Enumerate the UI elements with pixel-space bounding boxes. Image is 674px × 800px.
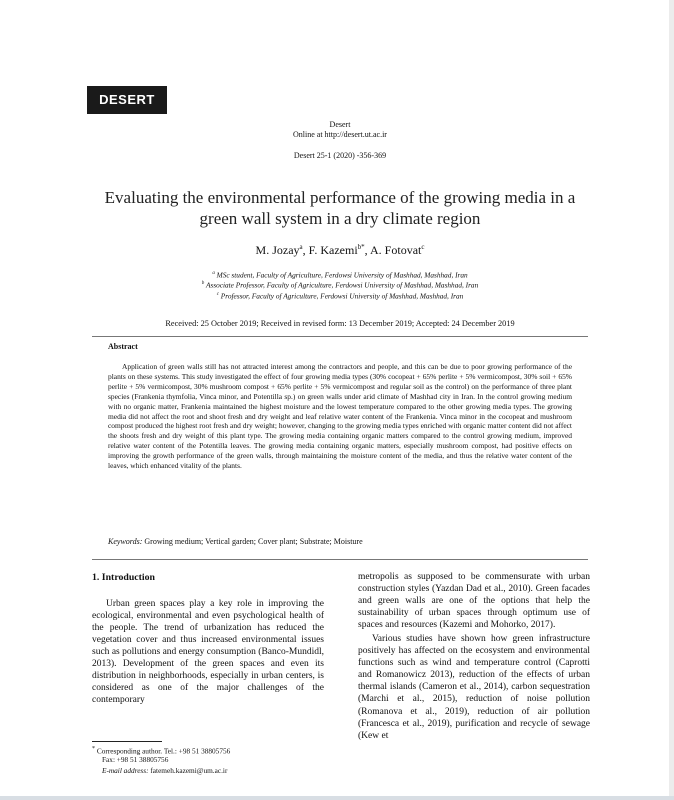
author-separator: , [302, 243, 309, 257]
article-title: Evaluating the environmental performance of the growing media in a green wall system in a dry climate region [104, 188, 576, 228]
received-dates: Received: 25 October 2019; Received in revised form: 13 December 2019; Accepted: 24 December 2019 [165, 319, 515, 328]
journal-issue: Desert 25-1 (2020) -356-369 [293, 151, 387, 160]
author-name: A. Fotovat [370, 243, 422, 257]
journal-name: Desert [329, 120, 351, 129]
footnote-corresponding: * Corresponding author. Tel.: +98 51 38805756 [92, 746, 231, 756]
affiliation-superscript: a [212, 271, 215, 276]
author-list [150, 240, 530, 257]
affiliation-a [120, 269, 560, 279]
journal-online-url[interactable]: Online at http://desert.ut.ac.ir [293, 130, 387, 139]
footnote-email-address[interactable]: fatemeh.kazemi@um.ac.ir [148, 766, 228, 775]
author-superscript: b* [357, 243, 365, 251]
journal-logo-badge: DESERT [87, 86, 167, 114]
keywords-line [108, 537, 572, 547]
affiliation-text: MSc student, Faculty of Agriculture, Ferdowsi University of Mashhad, Mashhad, Iran [214, 270, 468, 280]
footnote-fax: Fax: +98 51 38805756 [102, 755, 169, 764]
affiliation-c [120, 290, 560, 300]
keywords-text: Growing medium; Vertical garden; Cover plant; Substrate; Moisture [142, 537, 363, 546]
affiliation-superscript: c [216, 292, 219, 297]
footnote-email [102, 766, 227, 775]
intro-right-column [358, 571, 590, 742]
abstract-body: Application of green walls still has not attracted interest among the contractors and people, and this can be due to poor growing performance of the plants on these systems. This study investigated the effect of four growing media types (30% cocopeat + 65% perlite + 5% vermicompost, 30% soil + 65% perlite + 5% vermicompost, 30% mushroom compost + 65% perlite + 5% vermicompost and regular soil as the control) on the performance of three plant species (Frankenia thymfolia, Vinca minor, and Potentilla sp.) on green walls under arid climate of Mashhad city in Iran. In the control growing medium with no organic matter, Frankenia maintained the highest moisture and the lowest temperature compared to the other growing media types. The growing media did not affect the root and shoot fresh and dry weight and leaf relative water content of the Frankenia. Vinca minor in the cocopeat and mushroom compost produced the highest root fresh and dry weight; however, changing to the growing media types enriched with organic matter content did not affect the shoots fresh and dry weight of this plant type. The growing media containing organic matters compared to the control growing medium, improved relative water content of the Potentilla leaves. The growing media containing organic matters, especially mushroom compost, had positive effects on improving the growth performance of the green walls, through maintaining the moisture content of the media, and thus the relative water content of the leaves, which enhanced vitality of the plants. [108, 362, 572, 471]
footnote-rule [92, 741, 162, 742]
author-name: F. Kazemi [308, 243, 358, 257]
author-separator: , [364, 243, 371, 257]
affiliation-text: Professor, Faculty of Agriculture, Ferdowsi University of Mashhad, Mashhad, Iran [218, 291, 464, 301]
section-heading-introduction: 1. Introduction [92, 572, 155, 583]
footnote-text: Corresponding author. Tel.: +98 51 38805756 [96, 746, 231, 756]
affiliation-text: Associate Professor, Faculty of Agriculture, Ferdowsi University of Mashhad, Mashhad, Iran [204, 280, 479, 290]
abstract-heading: Abstract [108, 342, 138, 351]
abstract-bottom-rule [92, 559, 588, 560]
abstract-top-rule [92, 336, 588, 337]
affiliation-superscript: b [201, 281, 205, 286]
author-superscript: c [421, 243, 425, 251]
author-superscript: a [299, 243, 303, 251]
author-name: M. Jozay [255, 243, 300, 257]
viewer-bottom-bar [0, 796, 674, 800]
keywords-label: Keywords: [108, 537, 143, 546]
affiliation-b [120, 279, 560, 289]
intro-paragraph: Various studies have shown how green infrastructure positively has affected on the ecosystem and environmental functions such as wind and temperature control (Caprotti and Romanowicz 2013), reduction of the effects of urban thermal islands (Cameron et al., 2014), carbon sequestration (Marchi et al., 2015), reduction of noise pollution (Romanova et al., 2019), reduction of air pollution (Francesca et al., 2019), purification and recycle of sewage (Kew et [358, 634, 590, 741]
intro-paragraph: metropolis as supposed to be commensurate with urban construction styles (Yazdan Dad et al., 2010). Green facades and green walls are one of the options that help the sustainability of urban spaces through optimum use of spaces and resources (Kazemi and Mohorko, 2017). [358, 572, 590, 631]
footnote-email-label: E-mail address: [102, 766, 149, 775]
page-edge-shadow [669, 0, 674, 800]
intro-left-column: Urban green spaces play a key role in improving the ecological, environmental and even psychological health of the people. The trend of urbanization has reduced the vegetation cover and thus increased environmental issues such as pollutions and energy consumption (Banco-Mundidl, 2013). Development of the green spaces and even its distribution in neighborhoods, especially in urban centers, is considered as one of the major challenges of the contemporary [92, 599, 324, 706]
